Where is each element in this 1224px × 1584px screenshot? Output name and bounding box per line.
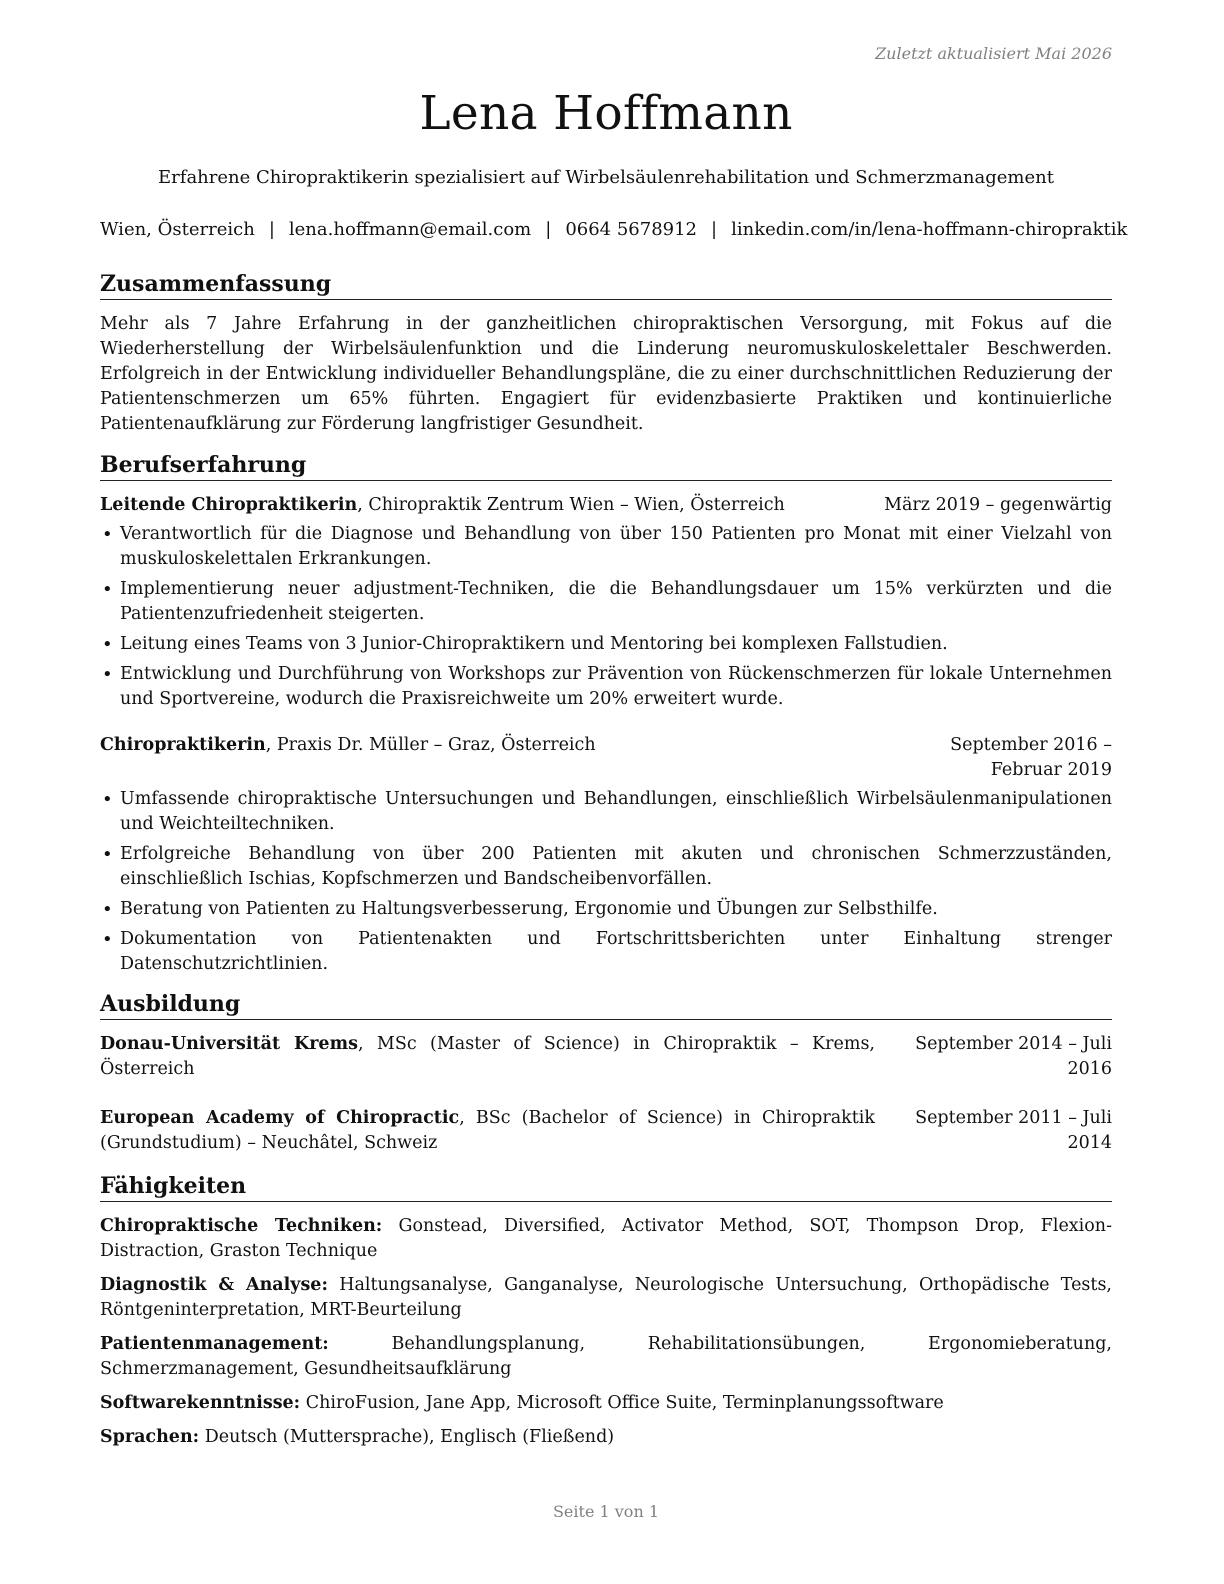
skill-row <box>100 1332 1112 1382</box>
education-degree: , MSc (Master of Science) in Chiropraktik – Krems, Österreich <box>100 1034 875 1079</box>
job-bullet: • Leitung eines Teams von 3 Junior-Chiropraktikern und Mentoring bei komplexen Fallstudien. <box>100 632 1112 657</box>
education-entry <box>100 1106 1112 1156</box>
job-bullet: • Verantwortlich für die Diagnose und Behandlung von über 150 Patienten pro Monat mit einer Vielzahl von muskuloskelettalen Erkrankungen. <box>100 522 1112 572</box>
job-bullet: • Implementierung neuer adjustment-Techniken, die die Behandlungsdauer um 15% verkürzten und die Patientenzufriedenheit steigerten. <box>100 577 1112 627</box>
job-bullet: • Beratung von Patienten zu Haltungsverbesserung, Ergonomie und Übungen zur Selbsthilfe. <box>100 897 1112 922</box>
skill-row <box>100 1273 1112 1323</box>
resume-page <box>100 0 1128 1584</box>
job-bullet: • Erfolgreiche Behandlung von über 200 Patienten mit akuten und chronischen Schmerzzuständen, einschließlich Ischias, Kopfschmerzen und Bandscheibenvorfällen. <box>100 842 1112 892</box>
job-org: , Praxis Dr. Müller – Graz, Österreich <box>265 735 596 755</box>
contact-line <box>100 219 1128 240</box>
education-degree: , BSc (Bachelor of Science) in Chiropraktik (Grundstudium) – Neuchâtel, Schweiz <box>100 1108 876 1153</box>
skill-value: Deutsch (Muttersprache), Englisch (Fließend) <box>199 1427 615 1447</box>
contact-phone: 0664 5678912 <box>565 219 698 240</box>
contact-linkedin[interactable]: linkedin.com/in/lena-hoffmann-chiropraktik <box>731 219 1128 240</box>
job-org: , Chiropraktik Zentrum Wien – Wien, Österreich <box>357 495 785 515</box>
job-role: Chiropraktikerin <box>100 735 266 755</box>
contact-location: Wien, Österreich <box>100 219 255 240</box>
resume-body <box>100 270 1112 1459</box>
job-date: September 2016 – Februar 2019 <box>950 735 1112 780</box>
job-entry <box>100 733 1112 977</box>
section-title-education: Ausbildung <box>100 990 1112 1020</box>
skill-label: Diagnostik & Analyse: <box>100 1275 328 1295</box>
job-entry <box>100 493 1112 712</box>
contact-email[interactable]: lena.hoffmann@email.com <box>288 219 532 240</box>
skill-row <box>100 1214 1112 1264</box>
page-footer: Seite 1 von 1 <box>552 1502 660 1521</box>
skill-value: ChiroFusion, Jane App, Microsoft Office Suite, Terminplanungssoftware <box>300 1393 944 1413</box>
section-title-skills: Fähigkeiten <box>100 1172 1112 1202</box>
skill-label: Patientenmanagement: <box>100 1334 329 1354</box>
education-school: Donau-Universität Krems <box>100 1034 358 1054</box>
skill-value: Haltungsanalyse, Ganganalyse, Neurologische Untersuchung, Orthopädische Tests, Röntgeninterpretation, MRT-Beurteilung <box>100 1275 1112 1320</box>
skill-label: Softwarekenntnisse: <box>100 1393 301 1413</box>
education-date: September 2014 – Juli 2016 <box>915 1034 1112 1079</box>
section-title-experience: Berufserfahrung <box>100 451 1112 481</box>
contact-separator: | <box>545 219 552 240</box>
candidate-name: Lena Hoffmann <box>419 86 793 141</box>
job-bullet: • Umfassende chiropraktische Untersuchungen und Behandlungen, einschließlich Wirbelsäulenmanipulationen und Weichteiltechniken. <box>100 787 1112 837</box>
job-bullet: • Entwicklung und Durchführung von Workshops zur Prävention von Rückenschmerzen für lokale Unternehmen und Sportvereine, wodurch die Praxisreichweite um 20% erweitert wurde. <box>100 662 1112 712</box>
skill-row <box>100 1391 1112 1416</box>
job-role: Leitende Chiropraktikerin <box>100 495 358 515</box>
skill-label: Sprachen: <box>100 1427 200 1447</box>
contact-separator: | <box>711 219 718 240</box>
skill-label: Chiropraktische Techniken: <box>100 1216 383 1236</box>
skill-row <box>100 1425 1112 1450</box>
section-title-summary: Zusammenfassung <box>100 270 1112 300</box>
education-date: September 2011 – Juli 2014 <box>915 1108 1112 1153</box>
skill-value: Behandlungsplanung, Rehabilitationsübungen, Ergonomieberatung, Schmerzmanagement, Gesundheitsaufklärung <box>100 1334 1112 1379</box>
job-bullet: • Dokumentation von Patientenakten und Fortschrittsberichten unter Einhaltung strenger Datenschutzrichtlinien. <box>100 927 1112 977</box>
job-date: März 2019 – gegenwärtig <box>884 495 1112 515</box>
tagline: Erfahrene Chiropraktikerin spezialisiert auf Wirbelsäulenrehabilitation und Schmerzmanagement <box>158 167 1054 188</box>
education-school: European Academy of Chiropractic <box>100 1108 460 1128</box>
education-entry <box>100 1032 1112 1082</box>
summary-text: Mehr als 7 Jahre Erfahrung in der ganzheitlichen chiropraktischen Versorgung, mit Fokus auf die Wiederherstellung der Wirbelsäulenfunktion und die Linderung neuromuskuloskelettaler Beschwerden. Erfolgreich in der Entwicklung individueller Behandlungspläne, die zu einer durchschnittlichen Reduzierung der Patientenschmerzen um 65% führten. Engagiert für evidenzbasierte Praktiken und kontinuierliche Patientenaufklärung zur Förderung langfristiger Gesundheit. <box>100 314 1112 434</box>
skill-value: Gonstead, Diversified, Activator Method, SOT, Thompson Drop, Flexion-Distraction, Graston Technique <box>100 1216 1112 1261</box>
last-updated: Zuletzt aktualisiert Mai 2026 <box>875 44 1112 63</box>
contact-separator: | <box>268 219 275 240</box>
